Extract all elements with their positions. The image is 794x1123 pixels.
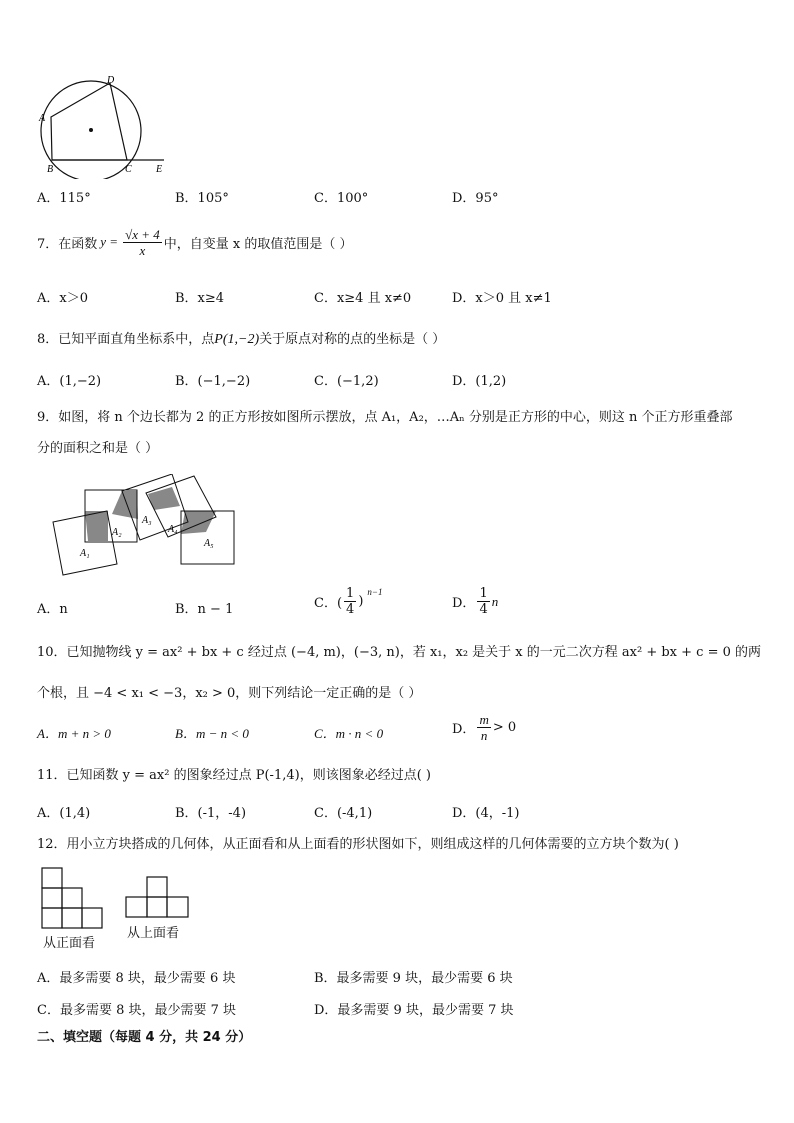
quadrilateral bbox=[51, 83, 127, 160]
q7-formula-y: y = bbox=[100, 234, 119, 249]
label-e: E bbox=[156, 164, 163, 175]
q12-top-label: 从上面看 bbox=[127, 926, 180, 941]
q8-stem-pre: 8．已知平面直角坐标系中，点 bbox=[37, 332, 215, 347]
q10-option-d-fraction bbox=[477, 712, 490, 743]
q7-option-c: C．x≥4 且 x≠0 bbox=[314, 291, 412, 306]
label-d: D bbox=[107, 75, 115, 86]
q6-option-a: A．115° bbox=[37, 191, 91, 206]
q10-d-den: n bbox=[480, 728, 488, 743]
q12-option-c: C．最多需要 8 块，最少需要 7 块 bbox=[37, 1003, 237, 1018]
q10-stem-line2: 个根，且 −4 < x₁ < −3，x₂ > 0，则下列结论一定正确的是（ ） bbox=[37, 686, 422, 701]
q6-option-b: B．105° bbox=[175, 191, 229, 206]
label-a2: A₂ bbox=[112, 527, 122, 538]
label-c: C bbox=[125, 164, 132, 175]
q7-stem-post: 中，自变量 x 的取值范围是（ ） bbox=[163, 236, 353, 252]
q9-stem-line2: 分的面积之和是（ ） bbox=[37, 441, 159, 456]
label-a3: A₃ bbox=[142, 515, 152, 526]
q9-stem-line1: 9．如图，将 n 个边长都为 2 的正方形按如图所示摆放，点 A₁，A₂，…Aₙ 分别是正方形的中心，则这 n 个正方形重叠部 bbox=[37, 410, 733, 425]
q11-option-c: C．(-4,1) bbox=[314, 806, 373, 821]
q6-option-c: C．100° bbox=[314, 191, 369, 206]
q12-option-b: B．最多需要 9 块，最少需要 6 块 bbox=[314, 971, 513, 986]
q8-option-d: D．(1,2) bbox=[452, 374, 507, 389]
label-a1: A₁ bbox=[80, 548, 90, 559]
q8-option-b: B．(−1,−2) bbox=[175, 374, 251, 389]
q10-d-num: m bbox=[479, 712, 489, 727]
q7-option-a: A．x＞0 bbox=[37, 291, 88, 306]
q12-front-label: 从正面看 bbox=[43, 936, 96, 951]
q6-option-d: D．95° bbox=[452, 191, 499, 206]
q9-option-c-pre: C．( bbox=[314, 596, 343, 611]
label-a4: A₄ bbox=[168, 524, 178, 535]
center-dot bbox=[89, 128, 93, 132]
q12-option-d: D．最多需要 9 块，最少需要 7 块 bbox=[314, 1003, 514, 1018]
q9-option-d-pre: D． bbox=[452, 596, 476, 611]
q8-point: P(1,−2) bbox=[214, 332, 260, 347]
q6-circle-figure bbox=[34, 74, 174, 179]
q12-stem: 12．用小立方块搭成的几何体，从正面看和从上面看的形状图如下，则组成这样的几何体需要的立方块个数为( ) bbox=[37, 837, 679, 852]
q10-option-d-post: > 0 bbox=[492, 720, 517, 735]
q8-option-a: A．(1,−2) bbox=[37, 374, 102, 389]
overlap-1 bbox=[85, 511, 108, 541]
q11-stem: 11．已知函数 y = ax² 的图象经过点 P(-1,4)，则该图象必经过点( ) bbox=[37, 768, 431, 783]
q12-top-view bbox=[124, 875, 192, 921]
q7-numerator: √x + 4 bbox=[125, 226, 160, 242]
q10-option-a: A．m + n > 0 bbox=[37, 726, 111, 741]
q9-c-num: 1 bbox=[346, 586, 355, 601]
q10-option-d-pre: D． bbox=[452, 722, 476, 737]
label-a5: A₅ bbox=[204, 538, 214, 549]
q12-front-view bbox=[40, 866, 106, 932]
q9-option-b: B．n − 1 bbox=[175, 602, 234, 617]
q7-stem-pre: 7．在函数 bbox=[37, 236, 98, 252]
q7-stem bbox=[37, 222, 353, 262]
q10-option-d bbox=[452, 712, 516, 743]
q9-squares-figure bbox=[50, 474, 250, 584]
q8-stem bbox=[37, 328, 445, 348]
q7-denominator: x bbox=[139, 242, 146, 258]
q11-option-a: A．(1,4) bbox=[37, 806, 91, 821]
q9-option-d-fraction bbox=[477, 586, 489, 617]
q7-fraction bbox=[123, 227, 162, 258]
q10-stem-line1: 10．已知抛物线 y = ax² + bx + c 经过点 (−4, m)，(−3, n)，若 x₁，x₂ 是关于 x 的一元二次方程 ax² + bx + c = 0 的两 bbox=[37, 645, 762, 660]
label-a: A bbox=[39, 113, 46, 124]
q7-option-d: D．x＞0 且 x≠1 bbox=[452, 291, 552, 306]
q9-option-c-exp: n−1 bbox=[367, 586, 383, 597]
q9-option-c bbox=[314, 586, 382, 617]
q10-option-b: B．m − n < 0 bbox=[175, 726, 249, 741]
q8-option-c: C．(−1,2) bbox=[314, 374, 379, 389]
q9-option-d bbox=[452, 586, 498, 617]
q11-option-d: D．(4，-1) bbox=[452, 806, 520, 821]
section-2-heading: 二、填空题（每题 4 分，共 24 分） bbox=[37, 1030, 252, 1045]
q9-option-c-fraction bbox=[344, 586, 356, 617]
q9-option-c-post: ) bbox=[358, 594, 364, 609]
q10-option-c: C．m · n < 0 bbox=[314, 726, 384, 741]
label-b: B bbox=[47, 164, 54, 175]
q9-option-d-post: n bbox=[491, 593, 499, 609]
overlap-2 bbox=[112, 491, 138, 519]
q9-d-num: 1 bbox=[479, 586, 488, 601]
q7-option-b: B．x≥4 bbox=[175, 291, 225, 306]
q8-stem-post: 关于原点对称的点的坐标是（ ） bbox=[259, 332, 446, 347]
q12-option-a: A．最多需要 8 块，最少需要 6 块 bbox=[37, 971, 236, 986]
q9-c-den: 4 bbox=[346, 602, 355, 617]
q9-d-den: 4 bbox=[479, 602, 488, 617]
q9-option-a: A．n bbox=[37, 602, 68, 617]
q11-option-b: B．(-1，-4) bbox=[175, 806, 247, 821]
